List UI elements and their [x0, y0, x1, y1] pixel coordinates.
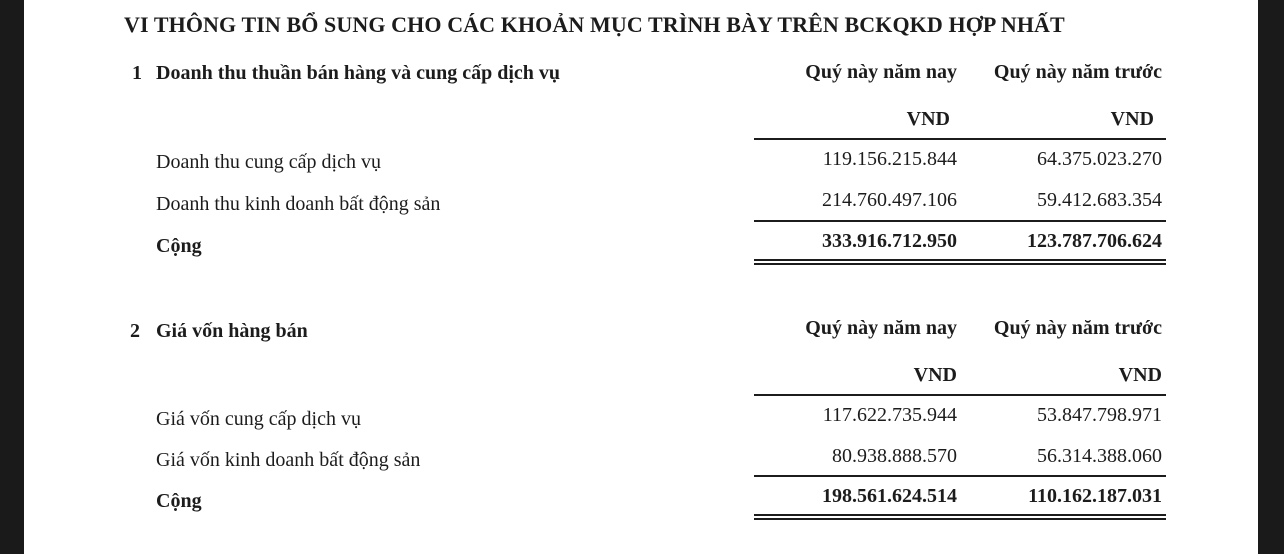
value-previous: 59.412.683.354 — [1037, 189, 1162, 211]
total-current: 333.916.712.950 — [822, 230, 957, 252]
value-previous: 56.314.388.060 — [1037, 445, 1162, 467]
total-label: Cộng — [156, 490, 202, 512]
column-header-previous: Quý này năm trước — [993, 61, 1162, 83]
total-previous: 110.162.187.031 — [1028, 485, 1162, 507]
column-header-previous: Quý này năm trước — [993, 317, 1162, 339]
section-title: Giá vốn hàng bán — [156, 320, 308, 342]
unit-current: VND — [913, 364, 957, 386]
row-label: Giá vốn cung cấp dịch vụ — [156, 408, 361, 430]
value-current: 117.622.735.944 — [822, 404, 957, 426]
page-heading: VI THÔNG TIN BỔ SUNG CHO CÁC KHOẢN MỤC TRÌNH BÀY TRÊN BCKQKD HỢP NHẤT — [124, 12, 1065, 37]
total-current: 198.561.624.514 — [822, 485, 957, 507]
total-previous: 123.787.706.624 — [1027, 230, 1162, 252]
double-rule-bottom — [754, 518, 1166, 520]
value-previous: 53.847.798.971 — [1037, 404, 1162, 426]
header-rule — [754, 394, 1166, 396]
subtotal-rule — [754, 475, 1166, 477]
total-label: Cộng — [156, 235, 202, 257]
column-header-current: Quý này năm nay — [805, 61, 957, 83]
double-rule-top — [754, 514, 1166, 516]
row-label: Doanh thu cung cấp dịch vụ — [156, 151, 381, 173]
double-rule-top — [754, 259, 1166, 261]
unit-current: VND — [906, 108, 950, 130]
header-rule — [754, 138, 1166, 140]
value-current: 119.156.215.844 — [822, 148, 957, 170]
row-label: Doanh thu kinh doanh bất động sản — [156, 193, 441, 215]
value-current: 80.938.888.570 — [832, 445, 957, 467]
unit-previous: VND — [1118, 364, 1162, 386]
subtotal-rule — [754, 220, 1166, 222]
section-number: 1 — [132, 62, 142, 84]
value-previous: 64.375.023.270 — [1037, 148, 1162, 170]
value-current: 214.760.497.106 — [822, 189, 957, 211]
section-title: Doanh thu thuần bán hàng và cung cấp dịch vụ — [156, 62, 561, 84]
column-header-current: Quý này năm nay — [805, 317, 957, 339]
row-label: Giá vốn kinh doanh bất động sản — [156, 449, 421, 471]
section-number: 2 — [130, 320, 140, 342]
double-rule-bottom — [754, 263, 1166, 265]
unit-previous: VND — [1110, 108, 1154, 130]
